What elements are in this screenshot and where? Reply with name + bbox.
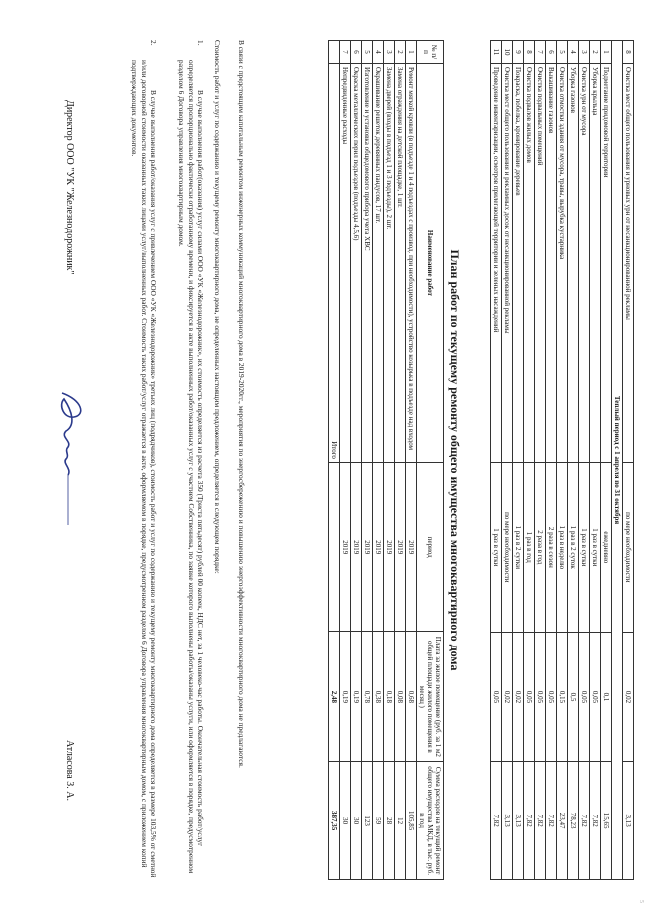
cost-intro: Стоимость работ и услуг по содержанию и текущему ремонту многоквартирного дома, не определенных настоящим предложением, определяется в следующем порядке: <box>213 40 222 574</box>
work-cost: 23,47 <box>557 762 568 880</box>
row-number: 9 <box>513 41 524 64</box>
work-name: Проведение инвентаризации, осмотров прилегающей территории и зеленых насаждений <box>491 63 502 462</box>
total-label: Итого <box>329 63 340 462</box>
work-period: по мере необходимости <box>502 462 513 632</box>
row-number: 3 <box>579 41 590 64</box>
signature <box>50 385 90 535</box>
row-number: 11 <box>491 41 502 64</box>
work-cost: 78,23 <box>568 762 579 880</box>
work-period: 2019 <box>351 462 362 632</box>
work-period: 2 раза в сезон <box>546 462 557 632</box>
work-name: Окраска металлических перил подъездов (подъезды 4,5,6) <box>351 63 362 462</box>
row-number: 7 <box>535 41 546 64</box>
signer-name: Атласова З. А. <box>64 740 75 801</box>
work-rate: 0,1 <box>601 632 612 762</box>
work-rate: 0,08 <box>395 632 406 762</box>
work-rate: 0,5 <box>568 632 579 762</box>
row-number: 2 <box>395 41 406 64</box>
table-row <box>513 41 524 880</box>
table-row <box>373 41 384 880</box>
work-name: Очистка урн от мусора <box>579 63 590 462</box>
work-rate: 0,05 <box>579 632 590 762</box>
table-row <box>568 41 579 880</box>
row-number: 8 <box>623 41 634 64</box>
table-row <box>535 41 546 880</box>
row-number: 10 <box>502 41 513 64</box>
work-period: 1 раз в сутки <box>579 462 590 632</box>
header-name: Наименование работ <box>417 63 444 462</box>
work-cost: 3,13 <box>623 762 634 880</box>
table-row <box>502 41 513 880</box>
header-num: № п/п <box>417 41 444 64</box>
work-cost: 7,82 <box>579 762 590 880</box>
table-row <box>384 41 395 880</box>
table-row <box>579 41 590 880</box>
work-period: 2 раза в год <box>535 462 546 632</box>
header-cost: Сумма расходов на текущий ремонт общего имущества МКД, в тыс. руб. в год <box>417 762 444 880</box>
work-rate: 0,68 <box>406 632 417 762</box>
work-rate: 0,02 <box>502 632 513 762</box>
work-name: Подметание придомовой территории <box>601 63 612 462</box>
maintenance-table <box>490 40 634 880</box>
repair-plan-table <box>328 40 444 880</box>
table-row <box>601 41 612 880</box>
row-number: 2 <box>590 41 601 64</box>
table-row <box>491 41 502 880</box>
row-number: 3 <box>384 41 395 64</box>
table-row <box>406 41 417 880</box>
work-cost: 7,82 <box>535 762 546 880</box>
total-value: 2,48 <box>329 632 340 762</box>
plan-title: План работ по текущему ремонту общего имущества многоквартирного дома <box>448 249 462 671</box>
work-period: 1 раз в год <box>524 462 535 632</box>
item-1-number: 1. <box>196 40 205 46</box>
work-rate: 0,02 <box>623 632 634 762</box>
header-period: период <box>417 462 444 632</box>
table-row <box>590 41 601 880</box>
work-name: Замена ограждения на детской площадке, 1 шт. <box>395 63 406 462</box>
table-row <box>362 41 373 880</box>
period-header-row <box>612 41 623 880</box>
work-period: 1 раз в сутки <box>491 462 502 632</box>
work-rate: 0,05 <box>546 632 557 762</box>
work-name: Очистка отмостки здания от мусора, травы, вырубка кустарника <box>557 63 568 462</box>
work-cost: 7,82 <box>590 762 601 880</box>
row-number: 6 <box>546 41 557 64</box>
work-rate: 0,02 <box>513 632 524 762</box>
work-cost: 7,82 <box>491 762 502 880</box>
work-name: Окрашивание решеток деревянных пандусов, 17 шт. <box>373 63 384 462</box>
work-name: Уборка газонов <box>568 63 579 462</box>
row-number: 8 <box>524 41 535 64</box>
row-number: 7 <box>340 41 351 64</box>
table-row <box>351 41 362 880</box>
work-period: 2019 <box>384 462 395 632</box>
work-period: 2019 <box>406 462 417 632</box>
director-line: Директор ООО "УК "Железнодорожник" <box>64 100 75 275</box>
work-rate: 0,18 <box>384 632 395 762</box>
item-2-number: 2. <box>149 40 158 46</box>
work-rate: 0,78 <box>362 632 373 762</box>
work-name: Очистка мест общего пользования и рекламных досок от несанкционированной рекламы <box>502 63 513 462</box>
work-rate: 0,05 <box>491 632 502 762</box>
work-cost: 105,85 <box>406 762 417 880</box>
work-cost: 30 <box>351 762 362 880</box>
work-name: Уборка крыльца <box>590 63 601 462</box>
header-value: Плата за жилое помещение (руб. за 1 м2 общей площади жилого помещения в месяц ) <box>417 632 444 762</box>
work-cost: 3,13 <box>513 762 524 880</box>
table-row <box>546 41 557 880</box>
work-period: 1 раз в 2 суток <box>568 462 579 632</box>
work-name: Покраска, побелка, кронирование деревьев <box>513 63 524 462</box>
work-rate: 0,05 <box>590 632 601 762</box>
total-row <box>329 41 340 880</box>
row-number: 1 <box>601 41 612 64</box>
work-name: Изготовление и установка общедомового прибора учета ХВС <box>362 63 373 462</box>
work-rate: 0,05 <box>524 632 535 762</box>
work-rate: 0,05 <box>535 632 546 762</box>
work-name: Замена дверей (входы в подъезд 1 и 3 подъезды), 2 шт. <box>384 63 395 462</box>
item-2-text: В случае выполнения работ/оказания услуг с привлечением ООО «УК «Железнодорожник» третьих лиц (подрядчиков), стоимость работ и услуг по содержанию и текущему ремонту многоквартирного дома определяется в размере 103,5% от сметной и/или договорной стоимости оказанных таких лицами услуг/выполненных работ. Стоимость таких работ/услуг отражается в акте, оформляемом в порядке, предусмотренном разделом 6 Договора управления многоквартирным домом, с приложением копий подтверждающих документов. <box>130 60 158 878</box>
work-period: 2019 <box>373 462 384 632</box>
work-period: 2019 <box>340 462 351 632</box>
row-number: 6 <box>351 41 362 64</box>
work-name: Ремонт мягкой кровли (в подъезде 1 и 4 подъездах с производ. при необходимости), устройство козырька в подъезде над входом <box>406 63 417 462</box>
row-number: 5 <box>362 41 373 64</box>
work-cost: 28 <box>384 762 395 880</box>
work-name: Очистка подвалов жилых домов <box>524 63 535 462</box>
work-period: ежедневно <box>601 462 612 632</box>
work-period: 1 раз в 2 сутки <box>513 462 524 632</box>
work-cost: 7,82 <box>546 762 557 880</box>
plan-header-row <box>417 41 444 880</box>
work-rate: 0,19 <box>340 632 351 762</box>
work-name: Очистка мест общего пользования и урновых урн от несанкционированной рекламы <box>623 63 634 462</box>
work-cost: 123 <box>362 762 373 880</box>
total-cost: 387,35 <box>329 762 340 880</box>
table-row <box>340 41 351 880</box>
table-row <box>623 41 634 880</box>
work-cost: 30 <box>340 762 351 880</box>
work-period: 2019 <box>362 462 373 632</box>
work-name: Выкашивание газонов <box>546 63 557 462</box>
table-row <box>395 41 406 880</box>
work-rate: 0,38 <box>373 632 384 762</box>
work-period: по мере необходимости <box>623 462 634 632</box>
work-cost: 3,13 <box>502 762 513 880</box>
row-number: 1 <box>406 41 417 64</box>
energy-paragraph: В связи с предстоящим капитальным ремонтом инженерных коммуникаций многоквартирного дома в 2019-2020гг., мероприятия по энергосбережению и повышению энергоэффективности многоквартирного дома не предлагаются. <box>237 40 246 768</box>
work-rate: 0,15 <box>557 632 568 762</box>
work-rate: 0,19 <box>351 632 362 762</box>
row-number: 5 <box>557 41 568 64</box>
work-period: 1 раз в неделю <box>557 462 568 632</box>
work-cost: 7,82 <box>524 762 535 880</box>
item-1-text: В случае выполнения работ(оказания) услуг силами ООО «УК «Железнодорожник», их стоимость определяется из расчета 350 (Триста пятьдесят) рублей 00 копеек, НДС нет, за 1 человеко-час работы. Окончательная стоимость работ/услуг определяется пропорционально фактически отработанному времени, и фиксируется в акте выполненных работ/оказанных услуг с участием Собственника, по заявке которого выполнены работы/оказаны услуги, или оформляется в порядке, предусмотренном разделом 6 Договора управления многоквартирным домом. <box>177 60 205 874</box>
table-row <box>557 41 568 880</box>
work-period: 1 раз в сутки <box>590 462 601 632</box>
period-header: Теплый период с 1 апреля по 31 октября <box>612 41 623 880</box>
corner-mark: 5 <box>638 900 644 903</box>
work-cost: 12 <box>395 762 406 880</box>
row-number: 4 <box>568 41 579 64</box>
work-cost: 59 <box>373 762 384 880</box>
work-name: Очистка подвальных помещений <box>535 63 546 462</box>
row-number: 4 <box>373 41 384 64</box>
table-row <box>524 41 535 880</box>
work-name: Непредвиденные расходы <box>340 63 351 462</box>
work-period: 2019 <box>395 462 406 632</box>
work-cost: 15,65 <box>601 762 612 880</box>
